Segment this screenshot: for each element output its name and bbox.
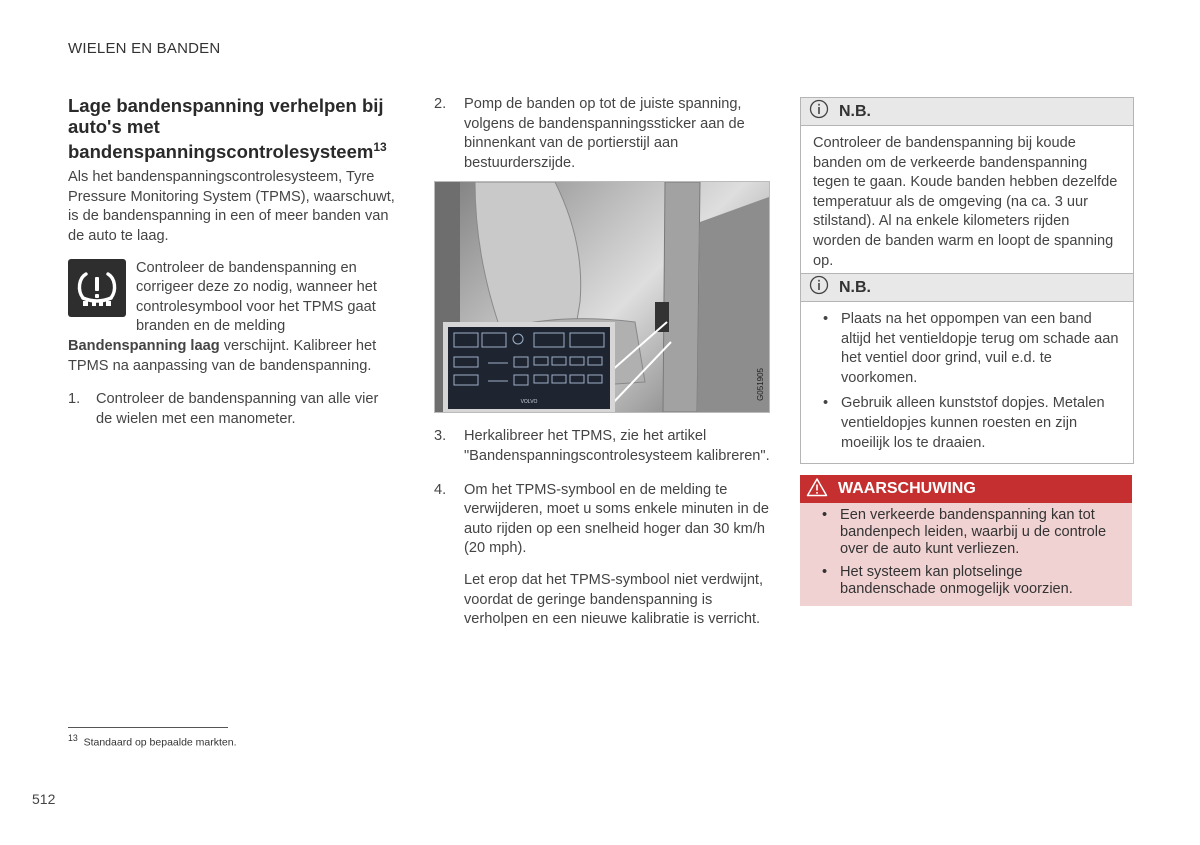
sticker-brand: VOLVO (520, 399, 538, 406)
steps-list-3 (434, 427, 770, 559)
warning-header (800, 475, 1132, 503)
footnote (68, 733, 237, 749)
nb-title: N.B. (839, 102, 871, 120)
intro-paragraph: Als het bandenspanningscontrolesysteem, Tyre Pressure Monitoring System (TPMS), waarschuwt, is de bandenspanning in een of meer banden van de auto te laag. (68, 169, 395, 244)
step-number: 2. (434, 96, 447, 112)
list-item: • Een verkeerde bandenspanning kan tot bandenpech leiden, waarbij u de controle over de auto kunt verliezen. (812, 507, 1120, 558)
step-text: Herkalibreer het TPMS, zie het artikel "Bandenspanningscontrolesysteem kalibreren". (464, 428, 770, 464)
warning-box (800, 475, 1132, 606)
tpms-message-bold: Bandenspanning laag (68, 337, 220, 354)
column-left (68, 95, 398, 429)
step-text: Om het TPMS-symbool en de melding te verwijderen, moet u soms enkele minuten in de auto rijden op een snelheid hoger dan 30 km/h (20 mph). (464, 481, 770, 557)
steps-list-2 (434, 95, 770, 173)
column-middle (434, 95, 770, 630)
nb-box-2-content (801, 302, 1133, 463)
tpms-text-2: verschijnt. Kalibreer het TPMS na aanpassing van de bandenspanning. (68, 337, 377, 374)
info-circle-icon (809, 275, 829, 300)
door-pillar-photo (434, 181, 770, 413)
step-text: Pomp de banden op tot de juiste spanning, volgens de bandenspanningssticker aan de binnenkant van de portierstijl aan bestuurderszijde. (464, 96, 745, 171)
nb-box-2-header (801, 274, 1133, 302)
footnote-divider (68, 727, 228, 728)
nb-box-1 (800, 97, 1134, 282)
info-circle-icon (809, 99, 829, 124)
nb-box-1-text: Controleer de bandenspanning bij koude banden om de verkeerde bandenspanning tegen te gaan. Koude banden hebben dezelfde temperatuur als de omgeving (na ca. 3 uur stilstand). Al na enkele kilometers rijden worden de banden warm en loopt de spanning op. (813, 135, 1118, 269)
list-item (434, 481, 770, 559)
step-number: 4. (434, 481, 447, 498)
step-text: Controleer de bandenspanning van alle vier de wielen met een manometer. (96, 391, 379, 427)
nb-bullets (813, 310, 1121, 453)
section-header: WIELEN EN BANDEN (68, 40, 221, 57)
footnote-ref[interactable]: 13 (373, 140, 387, 154)
step4-note: Let erop dat het TPMS-symbool niet verdwijnt, voordat de geringe bandenspanning is verholpen en een nieuwe kalibratie is verricht. (464, 571, 764, 628)
list-item (434, 95, 770, 173)
tpms-text-1: Controleer de bandenspanning en corrigeer deze zo nodig, wanneer het controlesymbool voor het TPMS gaat branden en de melding (136, 259, 377, 335)
warning-triangle-icon (806, 477, 828, 502)
tire-pressure-sticker (443, 322, 615, 413)
warning-content (800, 503, 1132, 606)
list-item (434, 427, 770, 466)
footnote-text: Standaard op bepaalde markten. (83, 736, 237, 749)
tpms-warning-icon (68, 259, 126, 317)
list-item: • Het systeem kan plotselinge bandenschade onmogelijk voorzien. (812, 564, 1120, 598)
tpms-instruction (68, 259, 398, 377)
warning-title: WAARSCHUWING (838, 480, 976, 497)
nb-title: N.B. (839, 278, 871, 296)
step-number: 1. (68, 391, 81, 408)
step-number: 3. (434, 428, 447, 445)
article-title-text: Lage bandenspanning verhelpen bij auto's met bandenspanningscontrolesysteem (68, 95, 384, 163)
footnote-number: 13 (68, 733, 78, 743)
photo-code: G051905 (756, 368, 765, 402)
nb-box-1-header (801, 98, 1133, 126)
article-title (68, 95, 398, 162)
steps-list-1 (68, 390, 398, 429)
list-item (68, 390, 398, 429)
list-item: • Gebruik alleen kunststof dopjes. Metalen ventieldopjes kunnen roesten en zijn moeilijk los te draaien. (813, 394, 1121, 453)
nb-box-2 (800, 273, 1134, 464)
warning-bullets (812, 507, 1120, 598)
page-number: 512 (32, 791, 56, 807)
list-item: • Plaats na het oppompen van een band altijd het ventieldopje terug om schade aan het ventiel door grind, vuil e.d. te voorkomen. (813, 310, 1121, 388)
